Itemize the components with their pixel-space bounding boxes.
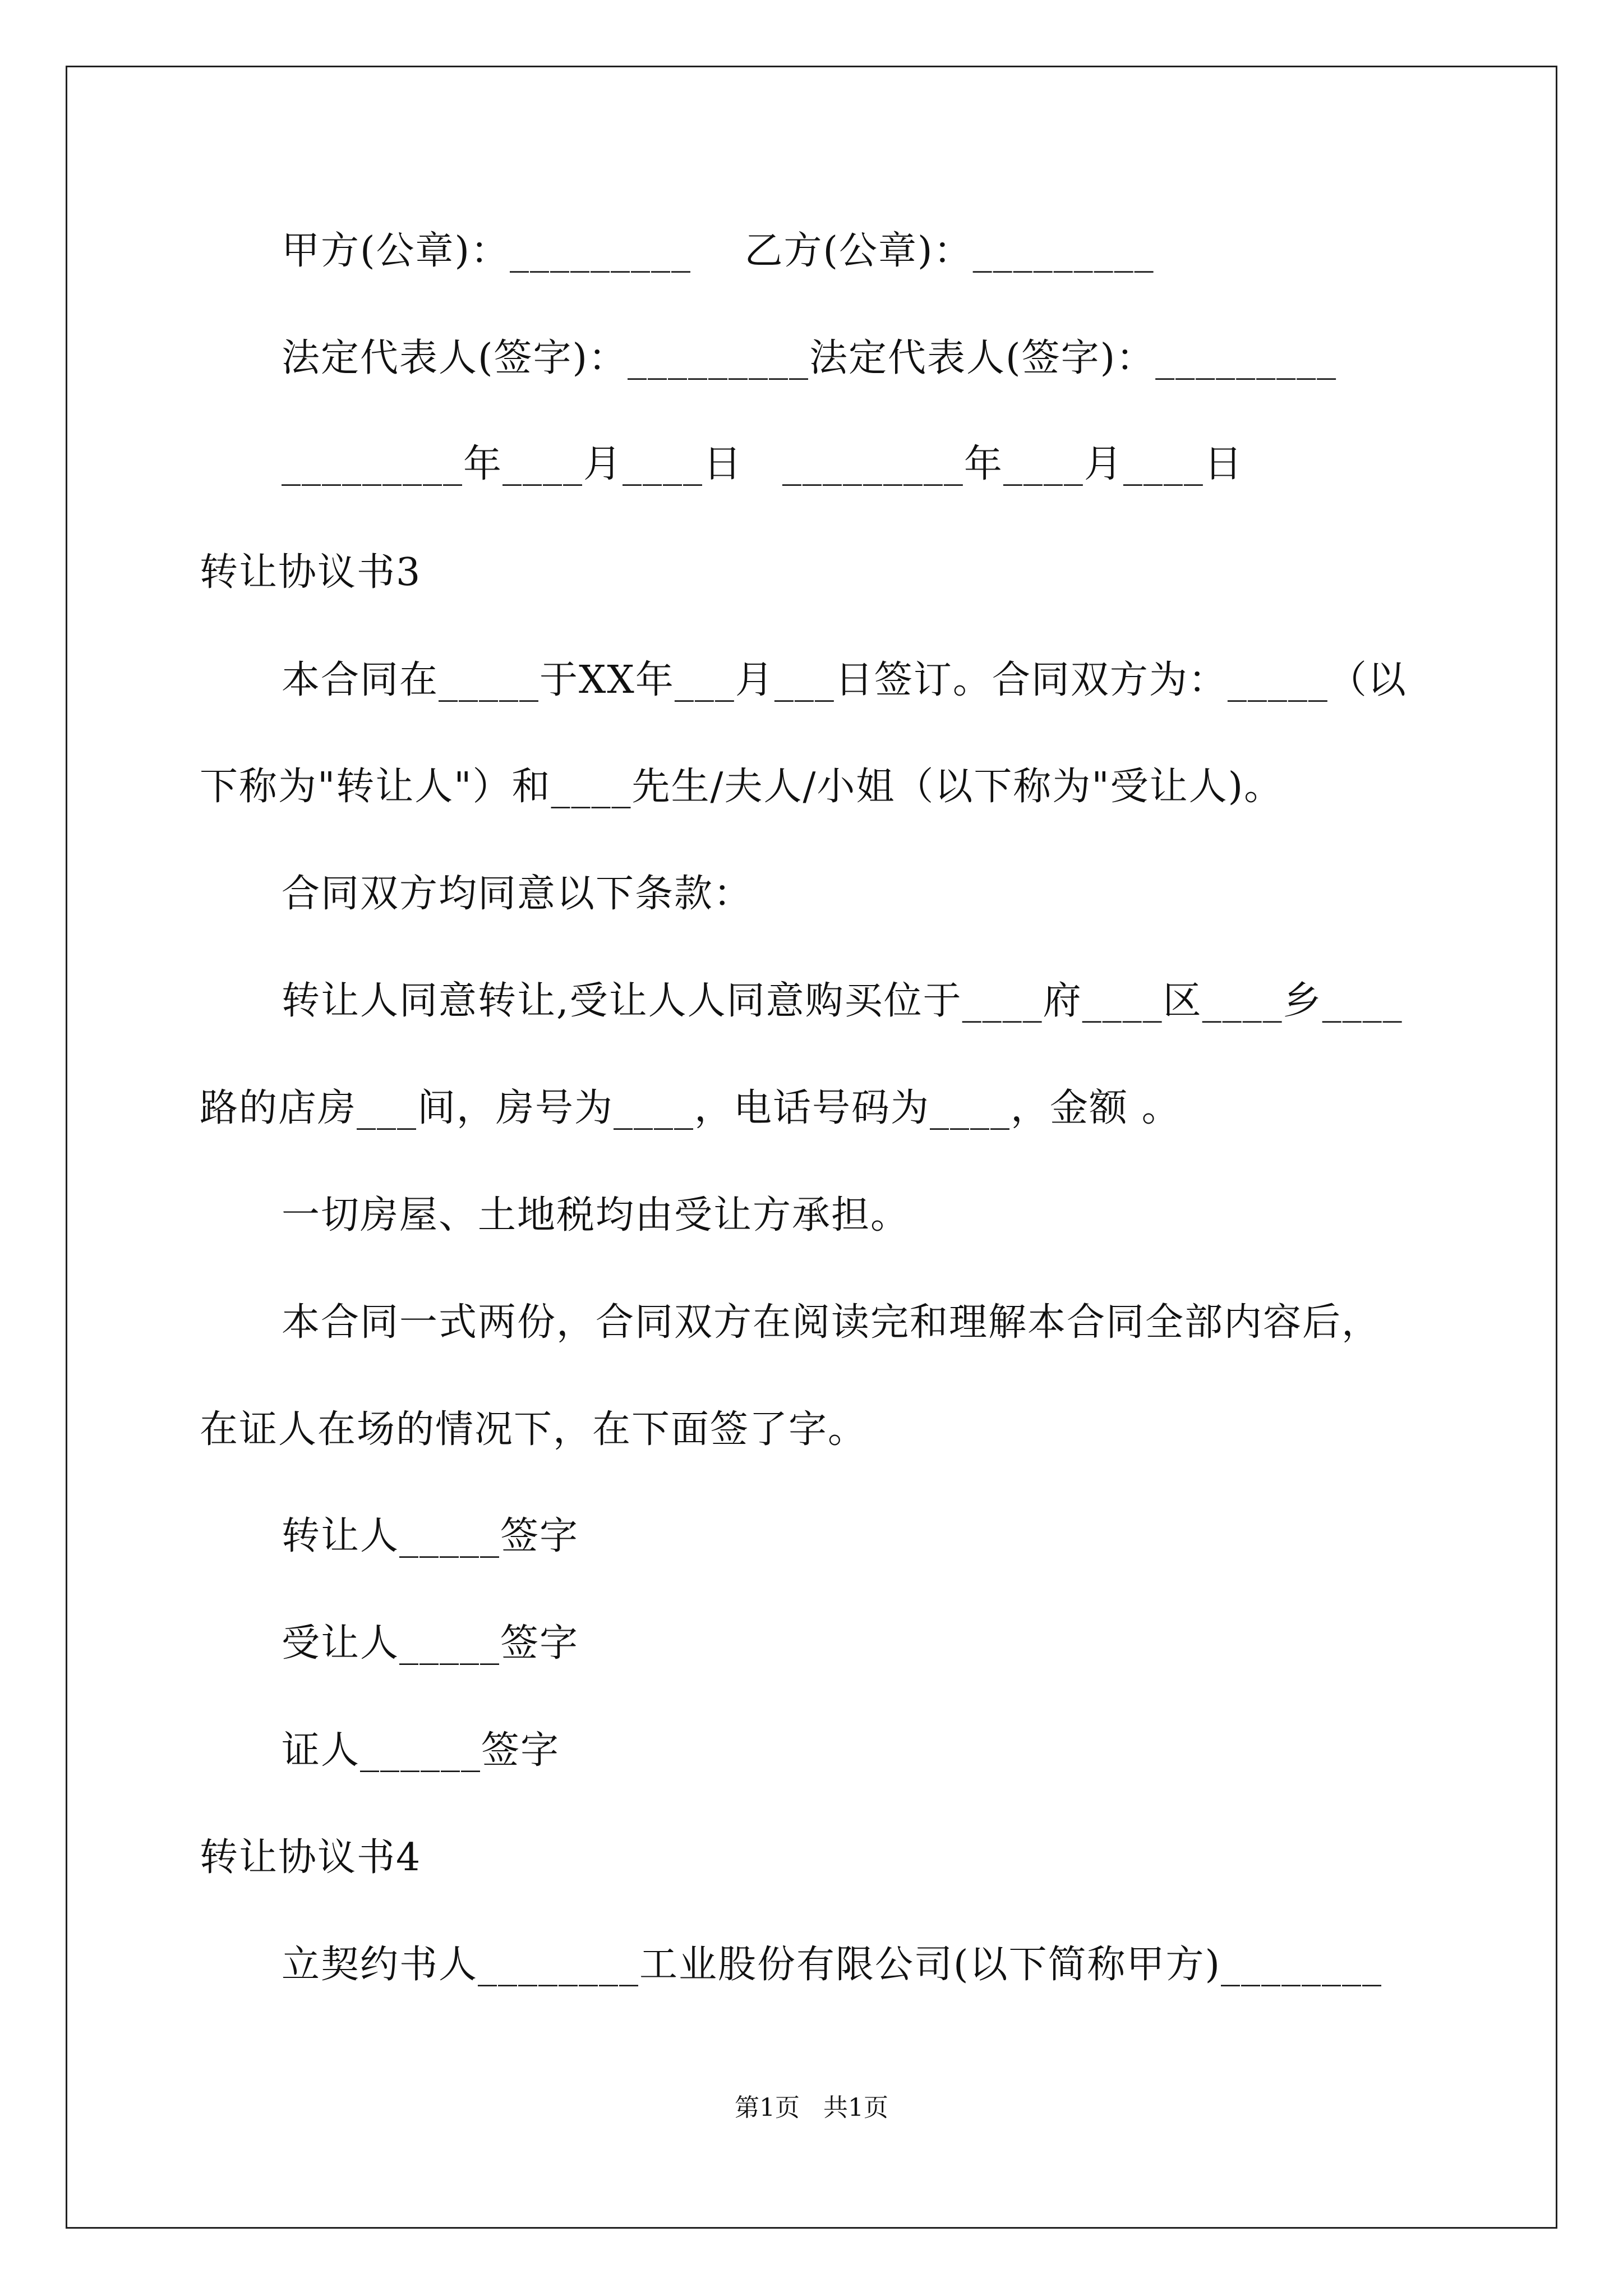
transferee-signature-line: 受让人_____签字 <box>282 1621 579 1665</box>
paragraph-line: 在证人在场的情况下，在下面签了字。 <box>200 1407 868 1452</box>
party-a-seal-line: 甲方(公章)：_________ 乙方(公章)：_________ <box>282 229 1155 273</box>
paragraph-line: 本合同在_____于XX年___月___日签订。合同双方为：_____（以 <box>282 658 1407 702</box>
paragraph-line: 转让人同意转让,受让人人同意购买位于____府____区____乡____ <box>282 979 1403 1023</box>
section-heading-4: 转让协议书4 <box>200 1835 422 1880</box>
page-footer: 第1页 共1页 <box>735 2093 888 2122</box>
witness-signature-line: 证人______签字 <box>282 1728 560 1773</box>
paragraph-line: 合同双方均同意以下条款： <box>282 872 753 916</box>
paragraph-line: 路的店房___间，房号为____，电话号码为____，金额 。 <box>200 1086 1181 1130</box>
paragraph-line: 本合同一式两份，合同双方在阅读完和理解本合同全部内容后， <box>282 1300 1381 1345</box>
legal-representative-line: 法定代表人(签字)：_________法定代表人(签字)：_________ <box>282 336 1338 380</box>
page-border <box>66 66 1557 2229</box>
date-line: _________年____月____日 _________年____月____日 <box>282 442 1243 486</box>
transferor-signature-line: 转让人_____签字 <box>282 1514 579 1558</box>
paragraph-line: 一切房屋、土地税均由受让方承担。 <box>282 1193 910 1237</box>
section-heading-3: 转让协议书3 <box>200 550 422 595</box>
paragraph-line: 立契约书人________工业股份有限公司(以下简称甲方)________ <box>282 1943 1383 1987</box>
paragraph-line: 下称为"转让人"）和____先生/夫人/小姐（以下称为"受让人)。 <box>200 765 1284 809</box>
